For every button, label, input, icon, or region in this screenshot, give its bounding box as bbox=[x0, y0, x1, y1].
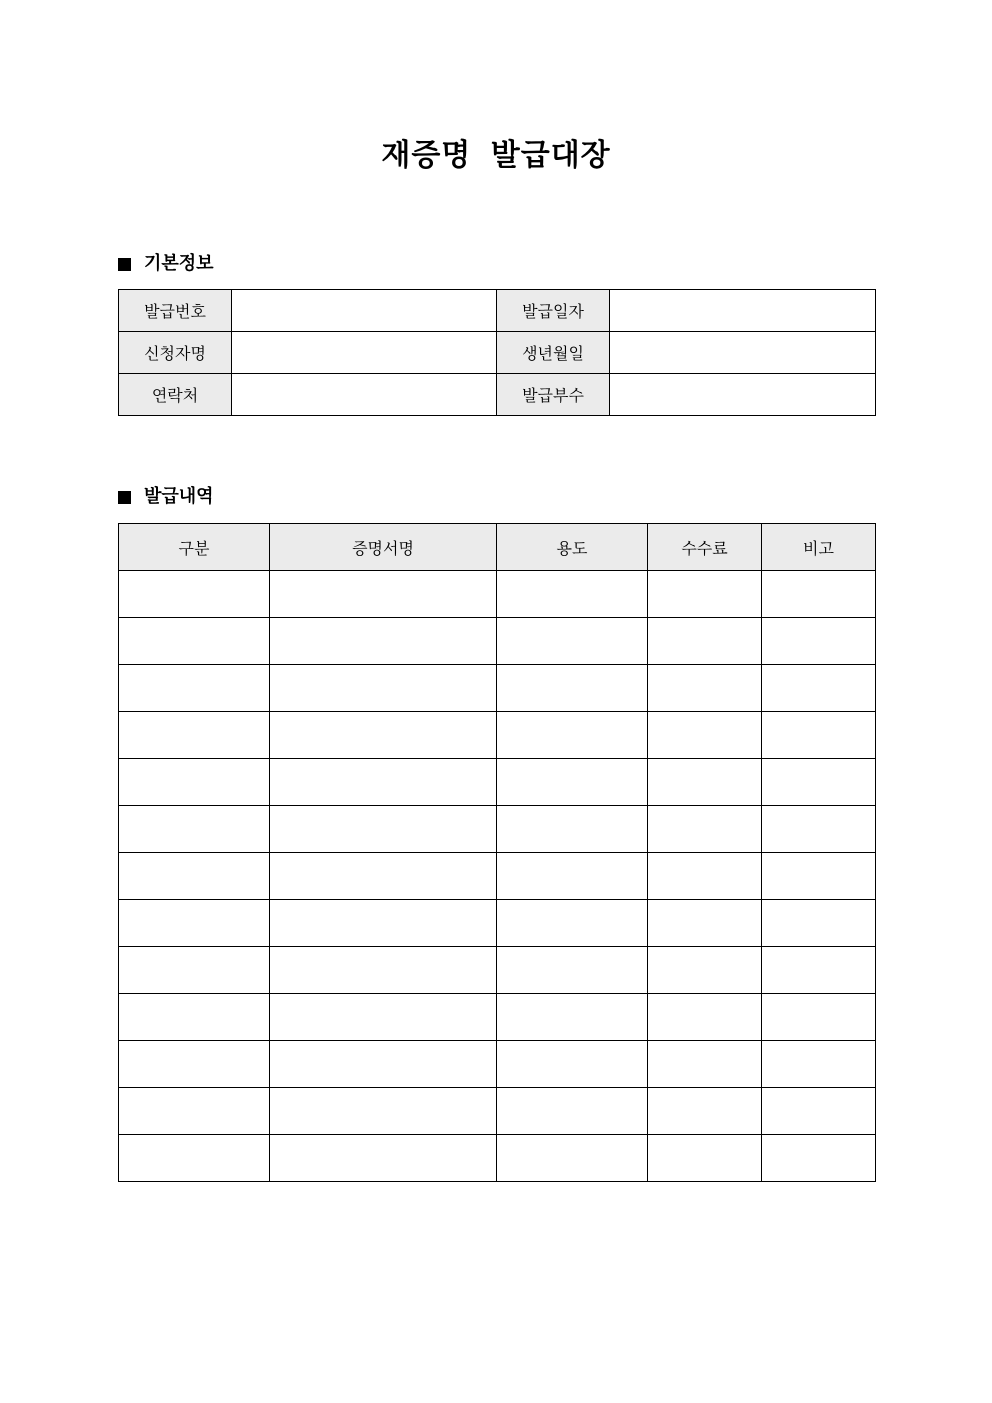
column-header-fee: 수수료 bbox=[648, 524, 762, 571]
birth-date-label: 생년월일 bbox=[497, 332, 610, 374]
birth-date-field[interactable] bbox=[610, 332, 876, 374]
remarks-cell[interactable] bbox=[762, 806, 876, 853]
copies-label: 발급부수 bbox=[497, 374, 610, 416]
certificate-name-cell[interactable] bbox=[270, 994, 497, 1041]
purpose-cell[interactable] bbox=[497, 947, 648, 994]
fee-cell[interactable] bbox=[648, 759, 762, 806]
purpose-cell[interactable] bbox=[497, 853, 648, 900]
history-body bbox=[119, 571, 876, 1182]
purpose-cell[interactable] bbox=[497, 1041, 648, 1088]
issue-date-field[interactable] bbox=[610, 290, 876, 332]
column-header-purpose: 용도 bbox=[497, 524, 648, 571]
history-table bbox=[118, 523, 876, 1182]
purpose-cell[interactable] bbox=[497, 712, 648, 759]
certificate-name-cell[interactable] bbox=[270, 618, 497, 665]
remarks-cell[interactable] bbox=[762, 1041, 876, 1088]
fee-cell[interactable] bbox=[648, 712, 762, 759]
fee-cell[interactable] bbox=[648, 994, 762, 1041]
table-row bbox=[119, 1041, 876, 1088]
table-row bbox=[119, 759, 876, 806]
purpose-cell[interactable] bbox=[497, 806, 648, 853]
table-row bbox=[119, 994, 876, 1041]
remarks-cell[interactable] bbox=[762, 1135, 876, 1182]
table-row bbox=[119, 947, 876, 994]
remarks-cell[interactable] bbox=[762, 1088, 876, 1135]
table-row bbox=[119, 1088, 876, 1135]
category-cell[interactable] bbox=[119, 900, 270, 947]
purpose-cell[interactable] bbox=[497, 571, 648, 618]
basic-info-table bbox=[118, 289, 876, 416]
contact-label: 연락처 bbox=[119, 374, 232, 416]
table-row bbox=[119, 853, 876, 900]
fee-cell[interactable] bbox=[648, 665, 762, 712]
column-header-category: 구분 bbox=[119, 524, 270, 571]
remarks-cell[interactable] bbox=[762, 853, 876, 900]
table-row bbox=[119, 900, 876, 947]
purpose-cell[interactable] bbox=[497, 665, 648, 712]
certificate-name-cell[interactable] bbox=[270, 806, 497, 853]
category-cell[interactable] bbox=[119, 712, 270, 759]
certificate-name-cell[interactable] bbox=[270, 853, 497, 900]
certificate-name-cell[interactable] bbox=[270, 1041, 497, 1088]
column-header-remarks: 비고 bbox=[762, 524, 876, 571]
basic-info-row bbox=[119, 290, 876, 332]
table-row bbox=[119, 1135, 876, 1182]
category-cell[interactable] bbox=[119, 1041, 270, 1088]
remarks-cell[interactable] bbox=[762, 994, 876, 1041]
remarks-cell[interactable] bbox=[762, 665, 876, 712]
square-bullet-icon bbox=[118, 258, 131, 271]
fee-cell[interactable] bbox=[648, 618, 762, 665]
purpose-cell[interactable] bbox=[497, 1088, 648, 1135]
applicant-name-label: 신청자명 bbox=[119, 332, 232, 374]
category-cell[interactable] bbox=[119, 618, 270, 665]
certificate-name-cell[interactable] bbox=[270, 947, 497, 994]
category-cell[interactable] bbox=[119, 759, 270, 806]
square-bullet-icon bbox=[118, 491, 131, 504]
category-cell[interactable] bbox=[119, 1135, 270, 1182]
remarks-cell[interactable] bbox=[762, 900, 876, 947]
table-row bbox=[119, 806, 876, 853]
fee-cell[interactable] bbox=[648, 806, 762, 853]
purpose-cell[interactable] bbox=[497, 900, 648, 947]
certificate-name-cell[interactable] bbox=[270, 571, 497, 618]
contact-field[interactable] bbox=[232, 374, 497, 416]
table-row bbox=[119, 618, 876, 665]
certificate-name-cell[interactable] bbox=[270, 900, 497, 947]
issue-number-field[interactable] bbox=[232, 290, 497, 332]
certificate-name-cell[interactable] bbox=[270, 665, 497, 712]
fee-cell[interactable] bbox=[648, 1135, 762, 1182]
fee-cell[interactable] bbox=[648, 1088, 762, 1135]
fee-cell[interactable] bbox=[648, 900, 762, 947]
column-header-certificate-name: 증명서명 bbox=[270, 524, 497, 571]
category-cell[interactable] bbox=[119, 1088, 270, 1135]
category-cell[interactable] bbox=[119, 853, 270, 900]
remarks-cell[interactable] bbox=[762, 759, 876, 806]
basic-info-heading-label: 기본정보 bbox=[144, 253, 214, 274]
category-cell[interactable] bbox=[119, 571, 270, 618]
history-header-row bbox=[119, 524, 876, 571]
copies-field[interactable] bbox=[610, 374, 876, 416]
basic-info-heading bbox=[118, 252, 214, 276]
table-row bbox=[119, 712, 876, 759]
table-row bbox=[119, 571, 876, 618]
certificate-name-cell[interactable] bbox=[270, 1135, 497, 1182]
category-cell[interactable] bbox=[119, 665, 270, 712]
applicant-name-field[interactable] bbox=[232, 332, 497, 374]
category-cell[interactable] bbox=[119, 994, 270, 1041]
history-heading-label: 발급내역 bbox=[144, 486, 214, 507]
table-row bbox=[119, 665, 876, 712]
purpose-cell[interactable] bbox=[497, 994, 648, 1041]
history-heading bbox=[118, 485, 214, 509]
remarks-cell[interactable] bbox=[762, 712, 876, 759]
basic-info-row bbox=[119, 374, 876, 416]
purpose-cell[interactable] bbox=[497, 759, 648, 806]
issue-number-label: 발급번호 bbox=[119, 290, 232, 332]
purpose-cell[interactable] bbox=[497, 1135, 648, 1182]
certificate-name-cell[interactable] bbox=[270, 1088, 497, 1135]
document-title: 재증명 발급대장 bbox=[381, 138, 611, 173]
remarks-cell[interactable] bbox=[762, 947, 876, 994]
certificate-name-cell[interactable] bbox=[270, 759, 497, 806]
fee-cell[interactable] bbox=[648, 571, 762, 618]
fee-cell[interactable] bbox=[648, 1041, 762, 1088]
fee-cell[interactable] bbox=[648, 947, 762, 994]
remarks-cell[interactable] bbox=[762, 618, 876, 665]
category-cell[interactable] bbox=[119, 947, 270, 994]
certificate-name-cell[interactable] bbox=[270, 712, 497, 759]
purpose-cell[interactable] bbox=[497, 618, 648, 665]
issue-date-label: 발급일자 bbox=[497, 290, 610, 332]
basic-info-row bbox=[119, 332, 876, 374]
category-cell[interactable] bbox=[119, 806, 270, 853]
fee-cell[interactable] bbox=[648, 853, 762, 900]
remarks-cell[interactable] bbox=[762, 571, 876, 618]
